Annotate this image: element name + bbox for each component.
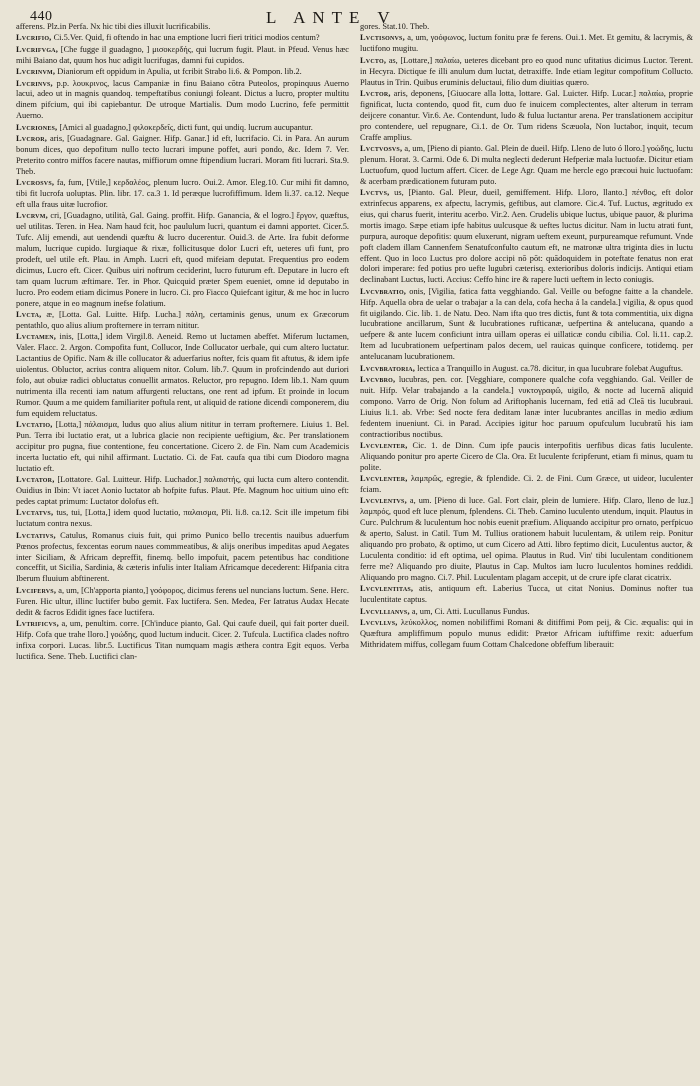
dictionary-entry — [16, 420, 349, 475]
entry-headword: Lvctatio, — [16, 420, 53, 430]
entry-headword: Lvcrosvs, — [16, 178, 55, 188]
entry-text: aris, [Guadagnare. Gal. Gaigner. Hifp. Ganar.] id eft, lucrifacio. Ci. in Para. An aurum bonum dices, quo depofitum nullo tecto lucrari impune poffet, auri pondo, &c. Idem 7. Ver. Preterito contro miffos facere nautas, miffiorum omne ftipendium lucrari. Moram fiti lucrari. Sta.9. Theb. — [16, 134, 349, 176]
entry-text: λεύκολλος, nomen nobiliffimi Romani & ditiffimi Pom peij, & Cic. æqualis: qui in Quæftura ampliffimum populo munus edidit: Prætor Africam iuftiffime rexit: aduerfum Mithridatem miffus, collegam fuum Cottam Chalcedone obfeffum liberauit: — [360, 617, 693, 649]
entry-text: [Lotta,] πάλαισμα, ludus quo alius alium nititur in terram profternere. Liuius 1. Bel. Pun. Terra ibi luctatio erat, ut a lubrica glacie non recipiente ueftigium, &c. Per translationem accipitur pro pugna, fiue contentione, feu concertatione. Cicero 2. de Fin. Nam cum Academicis incerta luctatio eft, qui nihil affirmant. Luctatio. Ci. de Fat. caufa qua tibi cum Diodoro magna luctatio eft. — [16, 420, 349, 473]
dictionary-entry — [16, 619, 349, 663]
dictionary-entry — [16, 211, 349, 309]
entry-headword: Lvcvlentitas, — [360, 584, 414, 594]
entry-text: a, um. [Pieno di luce. Gal. Fort clair, plein de lumiere. Hifp. Claro, lleno de luz.] λαμπρός, quod eft luce plenum, fplendens. Ci. Theb. Camino luculento utendum, inquit. Plautus in Curc. Pulchrum & luculentum hoc nobis euenit præfium. Aliquando accipitur pro ornato, perfpicuo & aperto, Salust. in Catil. Tum M. Tullius orationem habuit luculentam, & utilem reip. Ponitur aliquando pro probato, & optimo, ut cum Cicero ad Atti. libro feptimo dicit, Luculentus auctor, & Luculenta conditio: id eft optima, uel opima. Plautus in Rud. Vin' tibi luculentam conditionem ferre me? Aliquando pro diuite, Plautus in Cap. Multos iam lucro luculentos homines reddidi. Aliquando pro magno. Ci.7. Phil. Luculentam plagam accepit, ut de crure ipfe clarat cicatrix. — [360, 496, 693, 582]
entry-headword: Lvctvosvs, — [360, 143, 403, 153]
entry-headword: Lvcta, — [16, 310, 42, 320]
entry-headword: Lvctvs, — [360, 188, 390, 198]
entry-headword: Lvcvlenter, — [360, 474, 408, 484]
entry-text: onis, [Vigilia, fatica fatta vegghiando. Gal. Veille ou befogne faitte a la chandele. Hifp. Aquella obra de uelar o trabajar a la can dela, cofa hecha á la candela.] vigilia, & opus quod fit uigilando. Cic. lib. 1. de Natu. Deo. Nam ifta quo tres dictis, funt & tota commentitia, uix digna lucubratione ancillarum, Sunt & lucubrationes rufticanæ, uefpertina & antelucana, quando a uefpere & ante lucem conficiunt intra uillam operas ei uillaticæ condu cibilia. Col. li.11. cap.2. Item ad lucubrationem uefpertinam palos decem, uel rauicas quinque conficere, totidemq. per antelucanam lucubrationem. — [360, 286, 693, 362]
entry-headword: Lvcvllvs, — [360, 617, 398, 627]
dictionary-entry — [16, 178, 349, 211]
entry-text: [Che fugge il guadagno, ] μισοκερδής, qui lucrum fugit. Plaut. in Pfeud. Venus hæc mihi Baiano dat, quum hos huc adigit lucrifugas, damni fui cupidos. — [16, 44, 349, 65]
entry-headword: Lvcvlenter, — [360, 440, 408, 450]
left-column — [16, 22, 349, 1080]
entry-headword: Lvctamen, — [16, 332, 57, 342]
dictionary-entry — [16, 45, 349, 67]
dictionary-entry — [16, 123, 349, 134]
entry-headword: Lvcrvm, — [16, 211, 48, 221]
entry-text: as, [Lottare,] παλαίω, ueteres dicebant pro eo quod nunc ufitatius dicimus Luctor. Terent. in Hecyra. Dictique fe illi anulum dum luctat, detraxiffe. Inde etiam legitur compofitum Collucto. Plautus in Trin. Quibus eruminis deluctaui, filio dum diuitias quæro. — [360, 55, 693, 87]
entry-headword: Lvcrinvs, — [16, 78, 53, 88]
entry-text: us, [Pianto. Gal. Pleur, dueil, gemiffement. Hifp. Lloro, llanto.] πένθος, eft dolor extrinfecus apparens, ex afpectu, lacrymis, geftibus, aut clamore. Cic.4. Tuf. Luctus, ægritudo ex eius, qui charus fuerit, interitu acerbo. Vir.2. Aen. Crudelis ubique luctus, ubique pauor, & plurima mortis imago. Sæpe etiam ipfe habitus uulcusque & ueftes luctus dicitur. Nam in luctu atrati funt, purpura, auroque depofitis: quum eluxerunt, nigram ueftem exeunt, purpureamque refumunt. Vnde poft cladem illam Cannenfem Senatufconfulto cautum eft, ne matronæ ultra triginta dies in luctu effent. Quo in loco Luctus pro dolore accipi nō pōt: quādoquidem in poteftate fenatus non erat dolori imperare: fed potius pro uefte lugubri cæterisq. exterioribus doloris indicijs. Antiqui etiam declinabant Luctus, lucti. Accius: Ceffo hinc ire & rapere lucti ueftem in lecto coniugis. — [360, 188, 693, 285]
dictionary-entry — [360, 375, 693, 440]
dictionary-entry — [360, 144, 693, 188]
entry-headword: Lvcvbratio, — [360, 286, 407, 296]
entry-headword: Lvcrifvga, — [16, 44, 59, 54]
entry-text: aris, deponens, [Giuocare alla lotta, lottare. Gal. Luicter. Hifp. Lucar.] παλαίω, proprie fignificat, lucta contendo, quod fit, cum duo fe inuicem complectentes, alter alterum in terram deijcere conantur. Vir.6. Ae. Contendunt, ludo & fulua luctantur arena. Per translationem accipitur pro contendere, uel repugnare, Ci.1. de Or. Tum ridens Scæuola, Non luctabor, inquit, tecum Craffe amplius. — [360, 88, 693, 142]
entry-text: fa, fum, [Vtile,] κερδαλέος, plenum lucro. Oui.2. Amor. Eleg.10. Cur mihi fit damno, tibi fit lucrofa uoluptas. Plin. libr. 17. ca.3 1. Id peræque lucrofiffimum. Idem li.37. ca.12. Neque eft ulla fraus uitæ lucrofior. — [16, 178, 349, 209]
dictionary-entry — [16, 22, 349, 33]
dictionary-entry — [16, 508, 349, 530]
entry-text: λαμπρῶς, egregie, & fplendide. Ci. 2. de Fini. Cum Græce, ut uideor, luculenter fciam. — [360, 474, 693, 495]
dictionary-entry — [360, 188, 693, 286]
dictionary-entry — [360, 287, 693, 363]
entry-text: Dianiorum eft oppidum in Apulia, ut fcribit Strabo li.6. & Pompon. lib.2. — [57, 67, 302, 77]
entry-headword: Lvcrinvm, — [16, 67, 56, 77]
entry-headword: Lvcto, — [360, 55, 387, 65]
entry-headword: Lvctor, — [360, 88, 391, 98]
page-number: 440 — [30, 9, 53, 24]
entry-headword: Lvctisonvs, — [360, 33, 405, 43]
entry-text: afferens. Plz.in Perfa. Nx hic tibi dies illuxit lucrificabilis. — [16, 22, 211, 31]
entry-text: [Amici al guadagno,] φιλοκερδεῖς, dicti funt, qui undiq. lucrum aucupantur. — [59, 122, 313, 132]
entry-headword: Lvcvbro, — [360, 375, 396, 384]
entry-text: lectica a Tranquillo in August. ca.78. dicitur, in qua lucubrare folebat Auguftus. — [417, 363, 683, 373]
entry-text: Ci.5.Ver. Quid, fi oftendo in hac una emptione lucri fieri tritici modios centum? — [53, 33, 320, 43]
entry-headword: Lvtrificvs, — [16, 618, 59, 628]
entry-text: cri, [Guadagno, utilità, Gal. Gaing. proffit. Hifp. Ganancia, & el logro.] ἔργον, quæftus, uel utilitas. Teren. in Hea. Nam haud fcit, hoc paululum lucri, quantum ei damni apportet. Cicer.5. Tufc. Alij emendi, aut uendendi quæftu & lucro ducerentur. Ouid.3. de Arte. Ira fubit deforme malum, lucrique cupido. Iurgiaque & rixæ, follicitusque dolor Lucri eft, ueteres ufi funt, pro prodeft, uel utile eft. Plau. in Amph. Lucri eft, quod mifeiam deputat. Frequentius pro eodem dicimus, Lucro eft. Cicer. Quibus uiri noftrum ceciderint, lucro futurum eft. Deputare in lucro eft tam quam lucrum æftimare. Ter. in Phor. Quicquid præter Spem eueniet, omne id deputabo in lucro. Pro eodem etiam dicimus Ponere in lucro. Ci. pro Fiacco Quiefcant igitur, & me hoc in lucro ponere, atque in eo magnum inefse folatium. — [16, 211, 349, 308]
dictionary-entry — [360, 364, 693, 375]
entry-text: p.p. λουκρινος, lacus Campaniæ in finu Baiano cōtra Puteolos, propinquus Auerno lacui, adeo ut in magnis quandoq. tempeftatibus coniungi foleant. Dictus a lucro, propter multitu dinem pifcium, qui ibi capiebantur. De utroque Martialis. Dum modo Lucrino, fefe permittit Auerno. — [16, 78, 349, 121]
entry-text: a, um, [Pieno di pianto. Gal. Plein de dueil. Hifp. Lleno de luto ó lloro.] γοώδης, luctu plenum. Horat. 3. Carmi. Ode 6. Di multa neglecti dederunt Hefperiæ mala luctuofæ. Dicitur etiam Luctuofum, quod luctum affert. Cicer. de Lege Agr. Quam me hercle ego præcoui huic luctuofam: & acerbam prædicationem futuram puto. — [360, 143, 693, 186]
dictionary-entry — [360, 618, 693, 651]
dictionary-entry — [360, 441, 693, 474]
dictionary-entry — [360, 33, 693, 55]
dictionary-entry — [16, 33, 349, 44]
entry-headword: Lvctatvs, — [16, 508, 54, 518]
dictionary-entry — [16, 332, 349, 419]
dictionary-entry — [360, 56, 693, 89]
entry-text: gores. Stat.10. Theb. — [360, 22, 430, 31]
entry-headword: Lvctator, — [16, 475, 55, 485]
right-column — [360, 22, 693, 1080]
entry-text: a, um, [Ch'apporta pianto,] γοόφορος, dicimus ferens uel nuncians luctum. Sene. Herc. Furen. Hic ultur, illinc luctifer bubo gemit. Fax luctifera. Sen. Medea, Fer Iatratus Audax Hecate dedit & facros Edidit ignes face luctifera. — [16, 585, 349, 617]
dictionary-entry — [360, 607, 693, 618]
dictionary-entry — [16, 67, 349, 78]
entry-text: tus, tui, [Lotta,] idem quod luctatio, παλαισμα, Pli. li.8. ca.12. Scit ille impetum fibi luctatum contra nexus. — [16, 508, 349, 529]
entry-headword: Lvcriones, — [16, 122, 58, 132]
entry-text: æ, [Lotta. Gal. Luitte. Hifp. Lucha.] πάλη, certaminis genus, unum ex Græcorum pentathlo, quo alius alium profternere in terram nititur. — [16, 310, 349, 330]
entry-headword: Lvcvlentvs, — [360, 496, 407, 506]
entry-text: Catulus, Romanus ciuis fuit, qui primo Punico bello trecentis nauibus aduerfum Pœnos profectus, fexcentas eorum naues commmeatibus, & alijs oneribus impeditas apud Aegates inter Siciliam, & Africam depreffit, finemq. bello impofuit, pacem petentibus hac conditione conceffit, ut Sicilia, Sardinia, & cæteris infulis inter Italiam Africamque decederent: Hifpania citra Iberum fluuium abftinerent. — [16, 530, 349, 584]
dictionary-entry — [360, 584, 693, 606]
dictionary-entry — [16, 79, 349, 123]
dictionary-entry — [16, 475, 349, 508]
entry-text: [Lottatore. Gal. Luitteur. Hifp. Luchador.] παλαιστής, qui lucta cum altero contendit. Ouidius in Ibin: Vt iacet Aonio luctator ab hofpite fufus. Plaut. Pfe. Magnum hoc uitium uino eft: pedes captat primum: Luctator dolofus eft. — [16, 475, 349, 506]
dictionary-entry — [360, 474, 693, 496]
entry-text: a, um, γοόφωνος, luctum fonitu præ fe ferens. Oui.1. Met. Et gemitu, & lacrymis, & luctifono mugitu. — [360, 33, 693, 54]
entry-headword: Lvctativs, — [16, 530, 56, 540]
dictionary-entry — [16, 134, 349, 178]
entry-text: Cic. 1. de Dinn. Cum ipfe paucis interpofitis uerfibus dicas fatis luculente. Aliquando ponitur pro aperte Cicero de Cla. Ora. Et luculente fcripferunt, etiam fi minus, quam tu polite. — [360, 440, 693, 472]
dictionary-entry — [16, 310, 349, 332]
entry-text: lucubras, pen. cor. [Vegghiare, componere qualche cofa vegghiando. Gal. Veiller de nuit. Hifp. Velar trabajando a la candela.] νυκτογραφῶ, uigilo, & nocte ad lucernā aliquid compono. Varro de Orig. Non folum ad Ariftophanis lucernam, fed etiā ad Cleā tis lucubraui. Liuius li.1. ab. Vrbe: Sed nocte fera deditam lanæ inter lucubrantes ancillas in medio ædium fedentem inueniunt. Ci. in Parad. Accipies igitur hoc paruum opufculum lucubratū his iam contractioribus noctibus. — [360, 375, 693, 439]
dictionary-entry — [360, 496, 693, 583]
entry-headword: Lvcror, — [16, 134, 48, 144]
entry-text: a, um, Ci. Atti. Lucullanus Fundus. — [411, 606, 530, 616]
entry-text: a, um, penultim. corre. [Ch'induce pianto, Gal. Qui caufe dueil, qui fait porter dueil. Hifp. Cofa que trahe lloro.] γοώδης, quod luctum inducit. Cicer. 2. Tufcula. Luctifica clades noftro infixa corpori. Lucas. libr.5. Luctificus Titan numquam magis æthera contra Egit equos. Verba luctifica. Sene. Theb. Luctifici clan- — [16, 618, 349, 661]
entry-headword: Lvcrifio, — [16, 33, 52, 43]
dictionary-entry — [360, 22, 693, 33]
entry-text: atis, antiquum eft. Laberius Tucca, ut citat Nonius. Dominus nofter tua luculentitate captus. — [360, 584, 693, 605]
entry-headword: Lvcifervs, — [16, 585, 57, 595]
running-title: L ANTE V — [266, 8, 397, 27]
entry-text: inis, [Lotta,] idem Virgil.8. Aeneid. Remo ut luctamen abeffet. Miferum luctamen, Valer. Flacc. 2. Argon. Compofita funt, Collucor, Inde Collucator uerbale, qui cum altero luctatur. Lactantius de Opific. Nam & ille collucator & aduerfarius nofter, fcis quam fit aftutus, & idem ipfe uiolentus. Obluctor, acrius contra aliquem nitor. Colum. lib.7. Quum in profcindendo aut duriori folo, aut obuiæ radici obluctatus conuellit armatos. Reluctor, pro repugno. Idem lib.1. Nam quum nutrimenta illa recenti iam natum affurgenti reluctans, one rent ad ipfum. Et proinde in locum Rumor. Quum a me quidem familiariter poftula rent, ut aliquid de ratione dicendi componerem, diu fum equidem reluctatus. — [16, 332, 349, 418]
dictionary-entry — [360, 89, 693, 144]
entry-headword: Lvcvbratoria, — [360, 363, 416, 373]
text-columns — [16, 22, 693, 1080]
dictionary-entry — [16, 586, 349, 619]
entry-headword: Lvcvllianvs, — [360, 606, 410, 616]
dictionary-entry — [16, 531, 349, 586]
